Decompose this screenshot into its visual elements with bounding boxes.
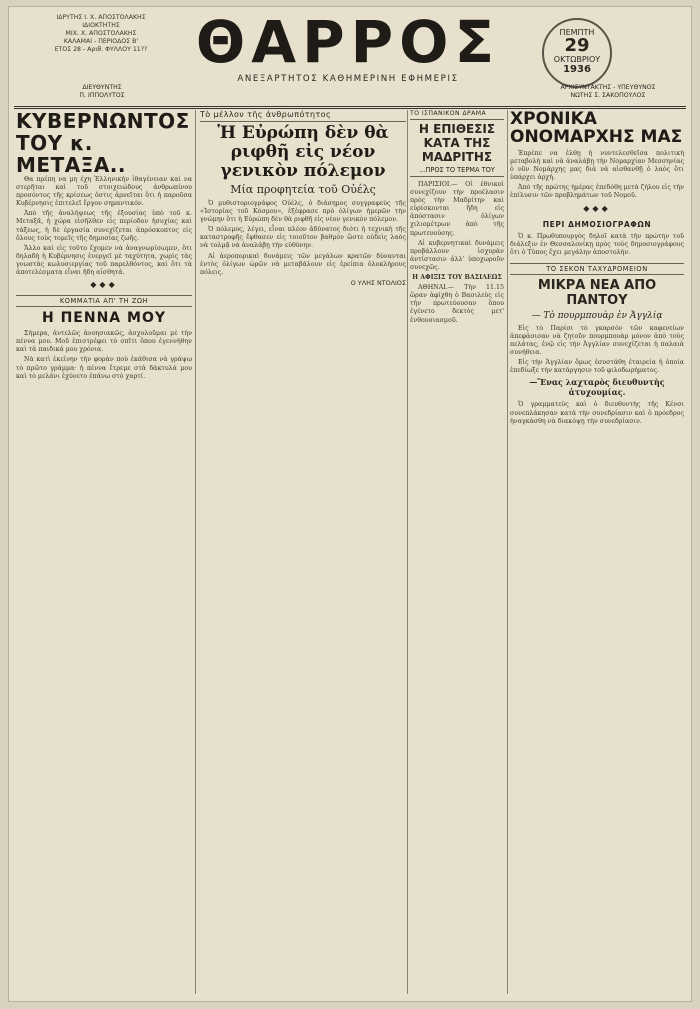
- ornament: ◆◆◆: [90, 280, 118, 290]
- founder-line: ΜΙΧ. Χ. ΑΠΟΣΤΟΛΑΚΗΣ: [65, 30, 137, 37]
- date-day: ΠΕΜΠΤΗ: [559, 28, 595, 37]
- kicker: Τὸ μέλλον τῆς ἀνθρωπότητος: [200, 110, 406, 122]
- paragraph: Ἄλλο καὶ εἰς τοῦτο ἔχομεν νὰ ἀναγνωρίσωμεν, ὅτι δηλαδὴ ἡ Κυβέρνησις ἐνεργεῖ μὲ ταχύτητα, χωρὶς τὰς γνωστὰς κωλυσιεργίας τοῦ παρελθόντος, καὶ ὅτι τὰ ἀποτελέσματα εἶναι ἤδη αἰσθητά.: [16, 244, 192, 277]
- headline-europe: Ἡ Εὐρώπη δὲν θὰ ριφθῆ εἰς νέον γενικὸν πόλεμον: [217, 123, 389, 181]
- article-metaxas: [16, 176, 192, 277]
- section-title: ΠΕΡΙ ΔΗΜΟΣΙΟΓΡΑΦΩΝ: [542, 219, 652, 229]
- paragraph: Ἐπρέπε να ἐλθῃ ἡ νυντελεσθεῖσα πολιτικὴ μεταβολὴ καὶ νὰ ἀναλάβῃ τὴν Νομαρχίαν Μεσσηνίας ὁ νῦν Νομάρχης μας διὰ νὰ αἰσθανθῇ ὁ λαὸς ὅτι ὑπάρχει ἀρχή.: [510, 150, 684, 182]
- headline-madrid: Η ΕΠΙΘΕΣΙΣ ΚΑΤΑ ΤΗΣ ΜΑΔΡΙΤΗΣ: [418, 122, 496, 164]
- headline-news: ΜΙΚΡΑ ΝΕΑ ΑΠΟ ΠΑΝΤΟΥ: [537, 277, 657, 308]
- director-label: ΔΙΕΥΘΥΝΤΗΣ: [82, 84, 122, 91]
- ornament: ◆◆◆: [583, 203, 611, 213]
- paragraph: Ὁ κ. Πρωθυπουργὸς δηλοῖ κατὰ τὴν πρώτην τοῦ διάλεξιν ἐν Θεσσαλονίκῃ πρὸς τοὺς δημοσιογράφους ὅτι ὁ Τύπος ἔχει μεγάλην ἀποστολήν.: [510, 232, 684, 256]
- founder-line: ΕΤΟΣ 28 - Αριθ. ΦΥΛΛΟΥ 11??: [54, 46, 148, 53]
- header-rule: [14, 106, 686, 107]
- article-pen: [16, 330, 192, 381]
- header-rule: [14, 108, 686, 109]
- section-title: ΤΟ ΣΕΚΟΝ ΤΑΧΥΔΡΟΜΕΙΟΝ: [510, 263, 684, 275]
- director-name: Π. ΙΠΠΟΛΥΤΟΣ: [79, 92, 125, 99]
- column-divider: [195, 110, 196, 994]
- paragraph: Ἀπὸ τῆς πρώτης ἡμέρας ἐπεδόθη μετὰ ζήλου εἰς τὴν ἐπίλυσιν τῶν προβλημάτων τοῦ Νομοῦ.: [510, 184, 684, 200]
- founder-line: ΚΑΛΑΜΑΙ - ΠΕΡΙΟΔΟΣ Β': [63, 38, 139, 45]
- column-divider: [507, 110, 508, 994]
- director-block: [18, 84, 186, 100]
- paragraph: Εἰς τὸ Παρίσι τὸ γκαρσὸν τῶν καφενείων ἀπεφάσισαν νὰ ζητοῦν πουρμπουὰρ μόνον ἀπὸ τοὺς πελάτας, ἐνῷ εἰς τὴν Ἀγγλίαν συνεχίζεται ἡ παλαιὰ συνήθεια.: [510, 324, 684, 357]
- masthead-title: ΘΑΡΡΟΣ: [195, 8, 501, 76]
- column-1: [16, 110, 192, 996]
- article-news: [510, 325, 684, 376]
- date-stamp: [542, 18, 612, 88]
- paragraph: Σήμερα, ἀντελῶς ἀνοησιακῶς, ἀσχολοῦμαι μὲ τὴν πέννα μου. Μοῦ ἐπιστρέφει τὸ σπῖτι ὅπου ἐγεννήθην καὶ τὰ παιδικά μου χρόνια.: [16, 330, 192, 354]
- founders-block: [16, 14, 186, 54]
- subhead-director: —Ἕνας λαχταρὸς διευθυντὴς ἀτυχουμίας.: [529, 377, 665, 398]
- masthead: [188, 8, 508, 84]
- paragraph: Ὁ γραμματεὺς καὶ ὁ διευθυντὴς τῆς Κένσι συνεπλάκησαν κατὰ τὴν συνεδρίασιν καὶ ὁ πρόεδρος ἠναγκάσθη νὰ διακόψῃ τὴν συνεδρίασιν.: [510, 401, 684, 425]
- headline-chronicle: ΧΡΟΝΙΚΑ ΟΝΟΜΑΡΧΗΣ ΜΑΣ: [510, 110, 683, 147]
- article-europe: [200, 200, 406, 277]
- headline-pen: Η ΠΕΝΝΑ ΜΟΥ: [42, 310, 166, 327]
- kicker: ΤΟ ΙΣΠΑΝΙΚΟΝ ΔΡΑΜΑ: [410, 110, 504, 120]
- subhead-wells: Μία προφητεία τοῦ Οὐέλς: [230, 183, 376, 196]
- article-director: [510, 401, 684, 425]
- founder-line: ΙΔΡΥΤΗΣ Ι. Χ. ΑΠΟΣΤΟΛΑΚΗΣ: [56, 14, 146, 21]
- column-divider: [407, 110, 408, 994]
- article-chronicle: [510, 150, 684, 201]
- column-2: [200, 110, 406, 996]
- paragraph: Θα πρέπη να μη έχη Ἑλληνικήν ἰθαγένειαν καὶ να στερῆται καὶ τοῦ στοιχειώδους ἀνθρωπίνου προσόντος τῆς κρίσεως ὅστις ἀρνεῖται ὅτι ἡ παροῦσα Κυβέρνησις ἐπιτελεῖ ἔργον σημαντικόν.: [16, 176, 192, 208]
- subheading: Η ΑΦΙΞΙΣ ΤΟΥ ΒΑΣΙΛΕΩΣ: [412, 274, 502, 282]
- newspaper-page: [8, 6, 692, 1002]
- paragraph: ΠΑΡΙΣΙΟΙ.— Οἱ ἐθνικοὶ συνεχίζουν τὴν προέλασιν πρὸς τὴν Μαδρίτην καὶ εὑρίσκονται ἤδη εἰς ἀπόστασιν ὀλίγων χιλιομέτρων ἀπὸ τῆς πρωτευούσης.: [410, 181, 504, 237]
- column-3: [410, 110, 504, 996]
- editor-label: ΑΡΧΙΣΥΝΤΑΚΤΗΣ - ΥΠΕΥΘΥΝΟΣ: [560, 84, 656, 91]
- founder-line: ΙΔΙΟΚΤΗΤΗΣ: [82, 22, 120, 29]
- article-madrid: [410, 181, 504, 325]
- date-month: ΟΚΤΩΒΡΙΟΥ: [553, 55, 601, 64]
- signature: Ο ΥΛΗΣ ΝΤΟΛΙΟΣ: [350, 278, 406, 287]
- masthead-tagline: ΑΝΕΞΑΡΤΗΤΟΣ ΚΑΘΗΜΕΡΙΝΗ ΕΦΗΜΕΡΙΣ: [237, 74, 459, 84]
- paragraph: Αἱ ἀεροπορικαὶ δυνάμεις τῶν μεγάλων κρατῶν δύνανται ἐντὸς ὀλίγων ὡρῶν νὰ μεταβάλουν εἰς ἐρείπια ὁλοκλήρους πόλεις.: [200, 252, 406, 276]
- subhead-tip: — Τὸ πουρμπουὰρ ἐν Ἀγγλίᾳ: [531, 310, 663, 321]
- editor-name: ΝΩΤΗΣ Σ. ΣΑΚΟΠΟΥΛΟΣ: [570, 92, 646, 99]
- subhead-madrid: ...ΠΡΟΣ ΤΟ ΤΕΡΜΑ ΤΟΥ: [410, 166, 504, 177]
- article-journalists: [510, 233, 684, 257]
- section-title: ΚΟΜΜΑΤΙΑ ΑΠ' ΤΗ ΖΩΗ: [16, 295, 192, 307]
- paragraph: ΑΘΗΝΑΙ.— Τὴν 11.15 ὥραν ἀφίχθη ὁ Βασιλεὺς εἰς τὴν πρωτεύουσαν ὅπου ἐγένετο δεκτὸς μετ' ἐνθουσιασμοῦ.: [410, 284, 504, 324]
- date-number: 29: [564, 35, 590, 56]
- paragraph: Ὁ μυθιστοριογράφος Οὐέλς, ὁ διάσημος συγγραφεύς τῆς «Ἱστορίας τοῦ Κόσμου», ἐξέφρασε πρὸ ὀλίγων ἡμερῶν τὴν γνώμην ὅτι ἡ Εὐρώπη δὲν θὰ ριφθῆ εἰς νέον γενικὸν πόλεμον.: [200, 200, 406, 224]
- column-4: [510, 110, 684, 996]
- headline-metaxas: ΚΥΒΕΡΝΩΝΤΟΣ ΤΟΥ κ. ΜΕΤΑΞΑ..: [16, 110, 190, 177]
- paragraph: Νὰ κατὶ ἐκείνην τὴν φορὰν ποὺ ἐκάθισα νὰ γράψω τὸ πρῶτο γράμμα· ἡ πέννα ἔτρεμε στὰ δάκτυλά μου καὶ τὸ μελάνι ἐχύνετο ἐπάνω στὸ χαρτί.: [16, 356, 192, 380]
- paragraph: Ὁ πόλεμος, λέγει, εἶναι πλέον ἀδύνατος διότι ἡ τεχνικὴ τῆς καταστροφῆς ἔφθασεν εἰς τοιοῦτον βαθμὸν ὥστε οὐδεὶς λαὸς νὰ τολμᾷ νὰ ἀναλάβῃ τὴν εὐθύνην.: [200, 226, 406, 250]
- editor-block: [528, 84, 688, 100]
- date-year: 1936: [563, 64, 591, 75]
- paragraph: Ἀπὸ τῆς ἀναλήψεως τῆς ἐξουσίας ὑπὸ τοῦ κ. Μεταξᾶ, ἡ χώρα εἰσῆλθεν εἰς περίοδον ἡσυχίας καὶ τάξεως, ἡ δὲ ἐργασία συνεχίζεται ἀπρόσκοπτος εἰς ὅλους τοὺς τομεῖς τῆς δημοσίας ζωῆς.: [16, 210, 192, 242]
- paragraph: Εἰς τὴν Ἀγγλίαν ὅμως ἐσυστάθη ἐταιρεία ἡ ὁποία ἐπεδίωξε τὴν κατάργησιν τοῦ φιλοδωρήματος.: [510, 359, 684, 375]
- paragraph: Αἱ κυβερνητικαὶ δυνάμεις προβάλλουν ἰσχυρὰν ἀντίστασιν ἀλλ' ὑποχωροῦν συνεχῶς.: [410, 239, 504, 271]
